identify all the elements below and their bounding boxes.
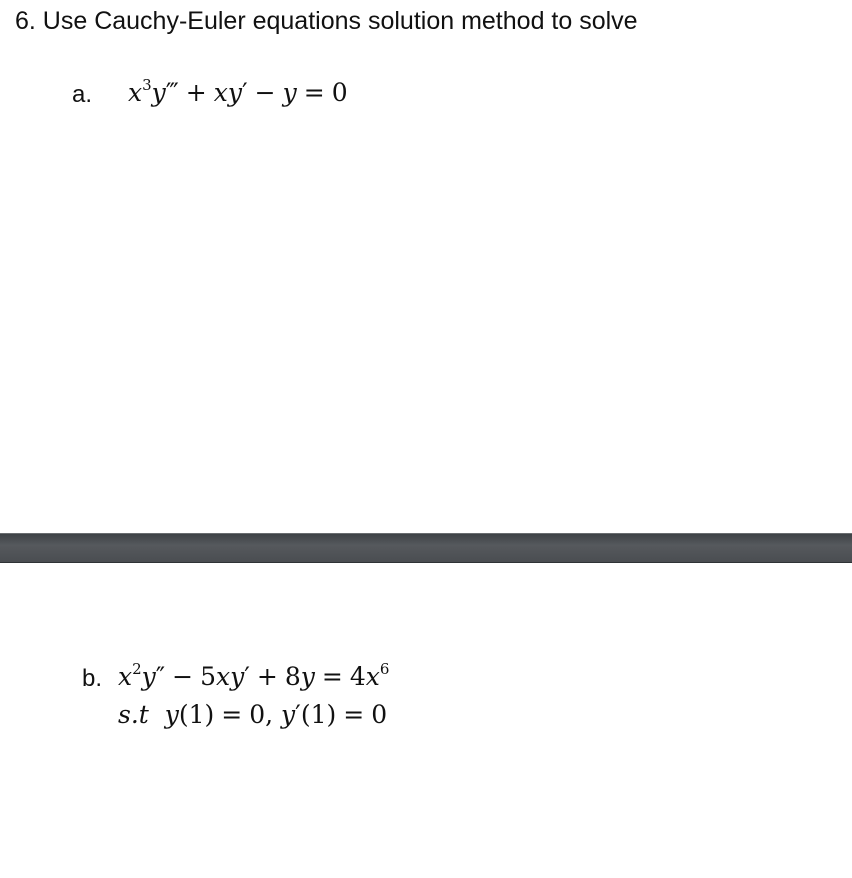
cond-prefix: s.t: [118, 700, 149, 729]
cond-arg2: (1): [300, 700, 337, 729]
eq-b-minus: −: [172, 662, 194, 691]
part-b-equation: [118, 662, 389, 695]
eq-b-rhs-x: x: [365, 662, 380, 691]
eq-b-x: x: [118, 662, 133, 691]
eq-a-y2: y: [282, 78, 297, 107]
eq-b-y: y: [141, 662, 156, 691]
eq-b-coef8: 8: [284, 662, 301, 691]
eq-a-equals: =: [303, 78, 325, 107]
eq-b-equals: =: [321, 662, 343, 691]
cond-val2: 0: [371, 700, 388, 729]
eq-b-plus: +: [256, 662, 278, 691]
eq-a-zero: 0: [331, 78, 348, 107]
eq-b-rhs-coef: 4: [349, 662, 366, 691]
eq-a-plus: +: [185, 78, 207, 107]
eq-a-triple-prime: ‴: [165, 78, 179, 107]
eq-b-exp2: 2: [132, 660, 142, 678]
part-b-condition: [118, 700, 387, 730]
part-b-label: b.: [82, 665, 103, 692]
cond-y1: y: [164, 700, 179, 729]
page-divider-bar: [0, 533, 852, 563]
part-a-equation: [128, 78, 348, 111]
eq-b-double-prime: ″: [155, 662, 166, 691]
cond-arg1: (1): [178, 700, 215, 729]
eq-b-xy: xy: [215, 662, 245, 691]
cond-y2: y: [281, 700, 296, 729]
eq-a-xy: xy: [213, 78, 242, 107]
eq-b-rhs-exp: 6: [379, 660, 390, 678]
cond-eq1: =: [221, 700, 243, 729]
cond-eq2: =: [343, 700, 365, 729]
part-a-label: a.: [72, 81, 93, 108]
eq-a-x: x: [128, 78, 143, 107]
eq-b-prime: ′: [244, 662, 250, 691]
eq-a-exp3: 3: [142, 76, 152, 94]
eq-a-prime: ′: [241, 78, 248, 107]
cond-prime: ′: [295, 700, 301, 729]
cond-val1: 0,: [249, 700, 274, 729]
eq-b-y2: y: [300, 662, 315, 691]
eq-a-y: y: [151, 78, 166, 107]
question-title: 6. Use Cauchy-Euler equations solution method to solve: [15, 7, 638, 35]
eq-a-minus: −: [254, 78, 276, 107]
eq-b-coef5: 5: [200, 662, 216, 691]
